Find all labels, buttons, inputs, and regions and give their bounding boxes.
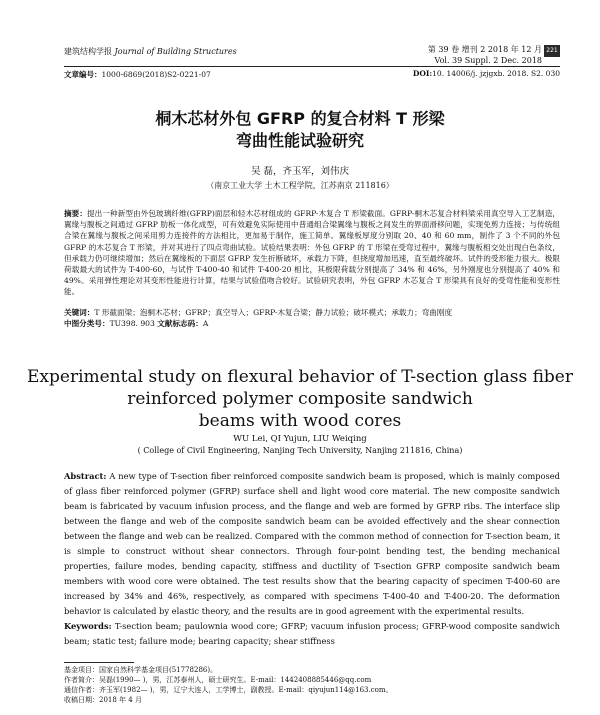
clc-label: 中图分类号： — [64, 319, 110, 328]
cn-classification — [64, 318, 560, 329]
journal-header-left — [64, 46, 237, 57]
doi-value: 10. 14006/j. jzjgxb. 2018. S2. 030 — [432, 69, 560, 78]
en-title-line1: Experimental study on flexural behavior of T-section glass fiber — [27, 367, 573, 387]
footnote-author: 作者简介：吴磊(1990— )，男，江苏泰州人，硕士研究生。E-mail：1442408885446@qq.com — [64, 676, 372, 684]
volume-cn: 第 39 卷 增刊 2 2018 年 12 月 — [427, 45, 542, 54]
cn-abstract-text: 提出一种新型由外包玻璃纤维(GFRP)面层和轻木芯材组成的 GFRP-木复合 T 形梁截面。GFRP-桐木芯复合材料梁采用真空导入工艺制造，翼缘与腹板之间通过 GFRP 肋板一体化成型，可有效避免实际使用中普通组合梁翼缘与腹板之间发生的界面滑移问题，实现免剪力连接；与传统组合梁在翼缘与腹板之间采用剪力连接件的方法相比，更加易于制作，施工简单。翼缘板厚度分别取 20、40 和 60 mm，制作了 3 个不同的外包 GFRP 的木芯复合 T 形梁，并对其进行了四点弯曲试验。试验结果表明：外包 GFRP 的 T 形梁在受弯过程中，翼缘与腹板相交处出现白色条纹，但承载力仍可继续增加；然后在翼缘板的下面层 GFRP 发生折断破坏，承载力下降，但挠度增加迅速，直至最终破坏。试件的受形能力很大。极限荷载最大的试件为 T-400-60，与试件 T-400-40 和试件 T-400-20 相比，其极限荷载分别提高了 34% 和 46%，另外刚度也分别提高了 40% 和 49%。采用弹性理论对其变形性能进行计算，结果与试验值吻合较好。试验研究表明，外包 GFRP 木芯复合 T 形梁具有良好的受弯性能和变形性能。 — [64, 209, 560, 297]
cn-abstract-label: 摘要： — [64, 209, 88, 218]
footnote-fund: 基金项目：国家自然科学基金项目(51778286)。 — [64, 666, 218, 674]
doc-code-label: 文献标志码： — [157, 319, 203, 328]
cn-keywords-label: 关键词： — [64, 308, 95, 317]
en-abstract-label: Abstract: — [64, 471, 107, 481]
cn-affiliation: （南京工业大学 土木工程学院，江苏南京 211816） — [206, 181, 394, 190]
article-number — [64, 69, 211, 80]
volume-en: Vol. 39 Suppl. 2 Dec. 2018 — [434, 56, 542, 65]
footnote-corresponding: 通信作者：齐玉军(1982— )，男，辽宁大连人，工学博士，副教授。E-mail：qiyujun114@163.com。 — [64, 686, 393, 694]
en-affiliation: ( College of Civil Engineering, Nanjing Tech University, Nanjing 211816, China) — [137, 446, 463, 455]
cn-keywords-text: T 形截面梁；泡桐木芯材；GFRP；真空导入；GFRP-木复合梁；静力试验；破坏模式；承载力；弯曲刚度 — [94, 308, 453, 317]
en-title-line2: reinforced polymer composite sandwich — [127, 389, 473, 409]
journal-header-right — [428, 44, 542, 66]
en-keywords-label: Keywords: — [64, 621, 112, 631]
en-title-line3: beams with wood cores — [198, 411, 402, 431]
journal-name-cn: 建筑结构学报 — [64, 47, 112, 56]
doi-label: DOI: — [412, 69, 433, 78]
footnote-received: 收稿日期：2018 年 4 月 — [64, 696, 142, 704]
article-number-value: 1000-6869(2018)S2-0221-07 — [101, 70, 211, 79]
cn-keywords — [64, 307, 560, 318]
cn-title-line2: 弯曲性能试验研究 — [235, 131, 364, 150]
clc-value: TU398. 903 — [109, 319, 155, 328]
doi — [413, 69, 560, 78]
en-keywords — [64, 619, 560, 649]
page-number-badge: 221 — [544, 45, 560, 57]
cn-title-line1: 桐木芯材外包 GFRP 的复合材料 T 形梁 — [155, 109, 445, 128]
journal-name-en: Journal of Building Structures — [114, 47, 237, 56]
en-abstract-text: A new type of T-section fiber reinforced composite sandwich beam is proposed, which is mainly composed of glass fiber reinforced polymer (GFRP) surface shell and light wood core material. The new composite sandwich beam is fabricated by vacuum infusion process, and the flange and web are formed by GFRP ribs. The interface slip between the flange and web of the composite sandwich beam can be avoided effectively and the shear connection between the flange and web can be realized. Compared with the common method of connection for T-section beam, it is simple to construct without shear connectors. Through four-point bending test, the bending mechanical properties, failure modes, bending capacity, stiffness and ductility of T-section GFRP composite sandwich beam members with wood core were obtained. The test results show that the bearing capacity of specimen T-400-60 are increased by 34% and 46%, respectively, as compared with specimens T-400-40 and T-400-20. The deformation behavior is calculated by elastic theory, and the results are in good agreement with the experimental results. — [64, 471, 560, 616]
cn-abstract — [64, 208, 560, 298]
en-authors: WU Lei, QI Yujun, LIU Weiqing — [233, 434, 367, 444]
en-abstract — [64, 469, 560, 619]
en-keywords-text: T-section beam; paulownia wood core; GFRP; vacuum infusion process; GFRP-wood composite sandwich beam; static test; failure mode; bearing capacity; shear stiffness — [64, 621, 561, 646]
doc-code-value: A — [202, 319, 209, 328]
footnote-divider — [64, 662, 134, 663]
cn-authors: 吴 磊，齐玉军，刘伟庆 — [250, 166, 350, 177]
header-divider — [64, 66, 560, 67]
article-number-label: 文章编号： — [64, 70, 102, 79]
